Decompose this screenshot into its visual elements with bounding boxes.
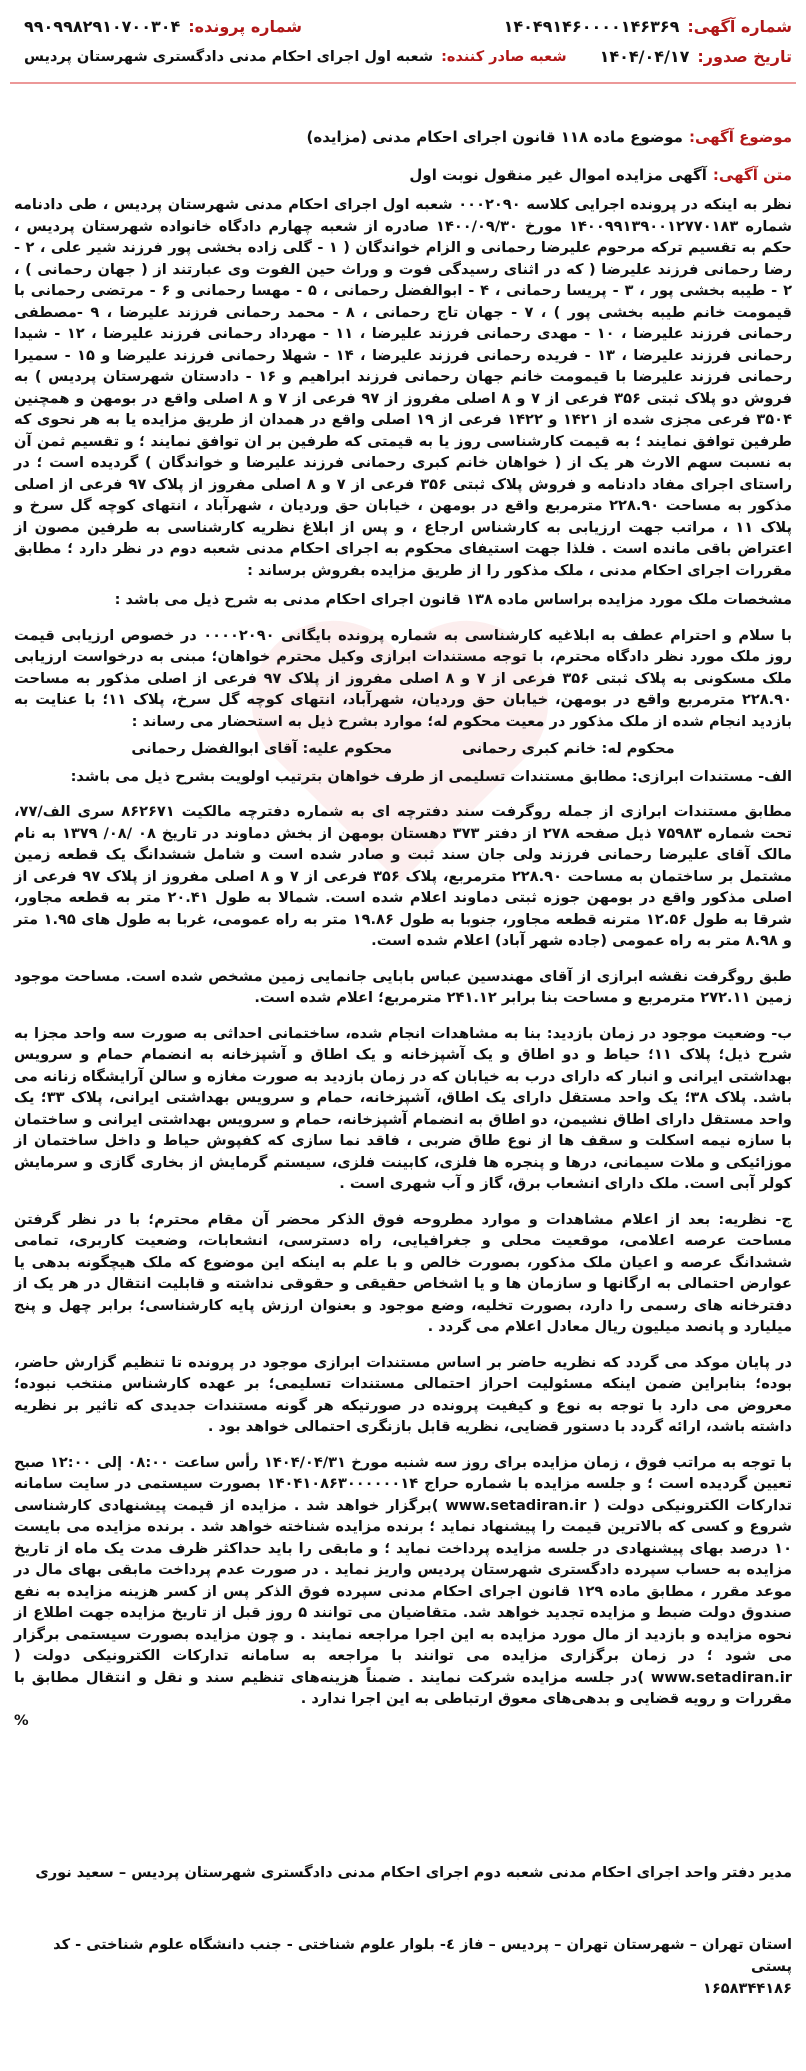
- ad-number: شماره آگهی:۱۴۰۴۹۱۴۶۰۰۰۰۱۴۶۳۶۹: [503, 17, 792, 36]
- header-divider: [10, 82, 796, 84]
- defendant: محکوم علیه: آقای ابوالفضل رحمانی: [131, 740, 393, 757]
- address: استان تهران – شهرستان تهران – پردیس – فاز ٤- بلوار علوم شناختی - جنب دانشگاه علوم شناختی - کد پستی: [53, 1936, 792, 1975]
- case-number: شماره پرونده:۹۹۰۹۹۸۲۹۱۰۷۰۰۳۰۴: [24, 17, 302, 36]
- issuing-branch: شعبه صادر کننده:شعبه اول اجرای احکام مدنی دادگستری شهرستان پردیس: [24, 49, 567, 65]
- percent-mark: %: [14, 1711, 29, 1729]
- documents-heading: الف- مستندات ابرازی: مطابق مستندات تسلیمی از طرف خواهان بترتیب اولویت بشرح ذیل می باشد:: [70, 767, 792, 785]
- signature: مدیر دفتر واحد اجرای احکام مدنی شعبه دوم اجرای احکام مدنی دادگستری شهرستان پردیس – سعید نوری: [35, 1864, 792, 1881]
- deed-paragraph: مطابق مستندات ابرازی از جمله روگرفت سند دفترچه ای به شماره دفترچه مالکیت ۸۶۲۶۷۱ سری الف/۷۷، تحت شماره ۷۵۹۸۳ ذیل صفحه ۲۷۸ از دفتر ۳۷۳ دهستان بومهن از بخش دماوند در تاریخ ۰۸ /۰۸/ ۱۳۷۹ به نام مالک آقای علیرضا رحمانی فرزند ولی جان سند ثبت و صادر شده است و شامل ششدانگ یک قطعه زمین مشتمل بر ساختمان به مساحت ۲۲۸.۹۰ مترمربع، پلاک ۳۵۶ فرعی از ۷ و ۸ اصلی مفروز از پلاک ۹۷ فرعی از اصلی مذکور واقع در بومهن جوزه ثبتی دماوند اعلام شده است. شمالا به طول ۲۰.۴۱ متر به قطعه مجاور، شرقا به طول ۱۲.۵۶ مترنه قطعه مجاور، جنوبا به طول ۱۹.۸۶ متر به راه عمومی، غربا به طول های ۱.۹۵ متر و ۸.۹۸ متر به راه عمومی (جاده شهر آباد) اعلام شده است.: [14, 803, 793, 949]
- plaintiff: محکوم له: خانم کبری رحمانی: [462, 740, 675, 757]
- postal-code: ۱۶۵۸۳۴۴۱۸۶: [702, 1980, 792, 1997]
- auction-terms-paragraph: با توجه به مراتب فوق ، زمان مزایده برای روز سه شنبه مورخ ۱۴۰۴/۰۴/۳۱ رأس ساعت ۰۸:۰۰ إلی ۱۲:۰۰ صبح تعیین گردیده است ؛ و جلسه مزایده با شماره حراج ۱۴۰۴۱۰۸۶۳۰۰۰۰۰۰۱۴ بصورت سیستمی در سایت سامانه تدارکات الکترونیکی دولت ( www.setadiran.ir )برگزار خواهد شد . مزایده از قیمت پیشنهادی کارشناسی شروع و کسی که بالاترین قیمت را پیشنهاد نماید ؛ برنده مزایده شناخته خواهد شد . برنده مزایده می بایست ۱۰ درصد بهای پیشنهادی در جلسه مزایده پرداخت نماید ؛ و مابقی را باید حداکثر ظرف مدت یک ماه از تاریخ مزایده به حساب سپرده دادگستری شهرستان پردیس واریز نماید . در صورت عدم پرداخت مابقی بهای مال در موعد مقرر ، مطابق ماده ۱۲۹ قانون اجرای احکام مدنی سپرده فوق الذکر پس از کسر هزینه مزایده به نفع صندوق دولت ضبط و مزایده تجدید خواهد شد. متقاضیان می توانند ۵ روز قبل از تاریخ مزایده جهت اطلاع از نحوه مزایده و بازدید از مال مورد مزایده به این اجرا مراجعه نمایند . و چون مزایده بصورت سیستمی برگزار می شود ؛ در زمان برگزاری مزایده می توانند با مراجعه به سامانه تدارکات الکترونیکی دولت ( www.setadiran.ir )در جلسه مزایده شرکت نمایند . ضمناً هزینه‌های تنظیم سند و نقل و انتقال مطابق با مقررات و رویه قضایی و بدهی‌های معوق ارتباطی به این اجرا ندارد .: [14, 1453, 792, 1707]
- current-status-paragraph: ب- وضعیت موجود در زمان بازدید: بنا به مشاهدات انجام شده، ساختمانی احداثی به صورت سه واحد مجزا به شرح ذیل؛ پلاک ۱۱؛ حیاط و دو اطاق و یک آشپزخانه و یک اطاق و آشپزخانه به انضمام حمام و سرویس بهداشتی ایرانی و انبار که دارای درب به خیابان که در زمان بازدید به صورت مغازه و سالن آرایشگاه زنانه می باشد. پلاک ۳۸؛ یک واحد مستقل دارای یک اطاق، آشپزخانه، حمام و سرویس بهداشتی ایرانی، پلاک ۳۳؛ یک واحد مستقل دارای اطاق نشیمن، دو اطاق به انضمام آشپزخانه، حمام و سرویس بهداشتی ایرانی و ساختمان با سازه نیمه اسکلت و سقف ها از نوع طاق ضربی ، فاقد نما سازی که کفپوش حیاط و داخل ساختمان از موزائیکی و ملات سیمانی، درها و پنجره ها فلزی، کابینت فلزی، سیستم گرمایش از بخاری گازی و سرمایش کولر آبی است. ملک دارای انشعاب برق، گاز و آب شهری است .: [14, 1024, 792, 1192]
- notice-heading: متن آگهی:آگهی مزایده اموال غیر منقول نوبت اول: [409, 166, 792, 184]
- address-block: [14, 1934, 792, 2000]
- property-specs-heading: مشخصات ملک مورد مزایده براساس ماده ۱۳۸ قانون اجرای احکام مدنی به شرح ذیل می باشد :: [114, 591, 792, 608]
- disclaimer-paragraph: در پایان موکد می گردد که نظریه حاضر بر اساس مستندات ابرازی موجود در پرونده تا تنظیم گزارش حاضر، بوده؛ بنابراین ضمن اینکه مسئولیت احراز احتمالی مستندات تسلیمی؛ بر عهده کارشناس منتخب نبوده؛ معروض می دارد با توجه به نوع و کیفیت پرونده در صورتیکه هر گونه مستندات جدیدی که تاثیر بر نظریه داشته باشد، ارائه گردد با دستور قضایی، نظریه قابل بازنگری احتمالی خواهد بود .: [14, 1353, 792, 1435]
- map-paragraph: طبق روگرفت نقشه ابرازی از آقای مهندسین عباس بابایی جانمایی زمین مشخص شده است. مساحت موجود زمین ۲۷۲.۱۱ مترمربع و مساحت بنا برابر ۲۴۱.۱۲ مترمربع؛ اعلام شده است.: [14, 967, 792, 1006]
- intro-paragraph: نظر به اینکه در پرونده اجرایی کلاسه ۰۰۰۲۰۹۰ شعبه اول اجرای احکام مدنی شهرستان پردیس ، طی دادنامه شماره ۱۴۰۰۹۹۱۳۹۰۰۱۲۷۷۰۱۸۳ مورخ ۱۴۰۰/۰۹/۳۰ صادره از شعبه چهارم دادگاه خانواده شهرستان پردیس ، حکم به تقسیم ترکه مرحوم علیرضا رحمانی و الزام خواندگان ( ۱ - گلی زاده بخشی پور فرزند شیر علی ، ۲ - رضا رحمانی فرزند علیرضا ( که در اثنای رسیدگی فوت و وراث حین الفوت وی عبارتند از ( جهان رحمانی ) ، ۲ - طیبه بخشی پور ، ۳ - پریسا رحمانی ، ۴ - ابوالفضل رحمانی ، ۵ - مهسا رحمانی و ۶ - مرتضی رحمانی با قیمومت خانم طیبه بخشی پور ) ، ۷ - جهان تاج رحمانی ، ۸ - محمد رحمانی فرزند علیرضا ، ۹ -مصطفی رحمانی فرزند علیرضا ، ۱۰ - مهدی رحمانی فرزند علیرضا ، ۱۱ - مهرداد رحمانی فرزند علیرضا ، ۱۲ - شیدا رحمانی فرزند علیرضا ، ۱۳ - فریده رحمانی فرزند علیرضا ، ۱۴ - شهلا رحمانی فرزند علیرضا و ۱۵ - سمیرا رحمانی فرزند علیرضا با قیمومت خانم جهان رحمانی فرزند ابراهیم و ۱۶ - دادستان شهرستان پردیس ) به فروش دو پلاک ثبتی ۳۵۶ فرعی از ۷ و ۸ اصلی مفروز از ۹۷ فرعی از ۷ و ۸ اصلی واقع در بومهن و همچنین ۳۵۰۴ فرعی مجزی شده از ۱۴۲۱ و ۱۴۲۲ فرعی از ۱۹ اصلی واقع در همدان از طریق مزایده یا به هر نحوی که طرفین توافق نمایند ؛ به قیمت کارشناسی روز یا به قیمتی که طرفین بر ان توافق نمایند ؛ و تقسیم ثمن آن به نسبت سهم الارث هر یک از ( خواهان خانم کبری رحمانی فرزند علیرضا و خواندگان ) گردیده است ؛ در راستای اجرای مفاد دادنامه و فروش پلاک ثبتی ۳۵۶ فرعی از ۷ و ۸ اصلی مفروز از پلاک ۹۷ فرعی از اصلی مذکور به مساحت ۲۲۸.۹۰ مترمربع واقع در بومهن ، خیابان حق وردیان ، شهرآباد ، انتهای کوچه گل سرخ و پلاک ۱۱ ، مراتب جهت ارزیابی به کارشناس ارجاع ، و پس از ابلاغ نظریه کارشناسی به طرفین مصون از اعتراض باقی مانده است . فلذا جهت استیفای محکوم به اجرای احکام مدنی شعبه دوم در نظر دارد ؛ مطابق مقررات اجرای احکام مدنی ، ملک مذکور را از طریق مزایده بفروش برساند :: [14, 196, 793, 579]
- notice-body: [14, 194, 792, 1731]
- expert-opinion-paragraph: ج- نظریه: بعد از اعلام مشاهدات و موارد مطروحه فوق الذکر محضر آن مقام محترم؛ با در نظر گرفتن مساحت عرصه اعلامی، موقعیت محلی و جغرافیایی، راه دسترسی، انشعابات، وضعیت کاربری، تمامی ششدانگ عرصه و اعیان ملک مذکور، بصورت خالص و با علم به اینکه این موضوع که ملک هیچگونه بدهی یا عوارض احتمالی به ارگانها و سازمان ها و یا اشخاص حقیقی و حقوقی نداشته و قابلیت انتقال در هر یک از دفترخانه های رسمی را دارد، بصورت تخلیه، وضع موجود و بعنوان ارزش پایه کارشناسی؛ برابر چهل و پنج میلیارد و پانصد میلیون ریال معادل اعلام می گردد .: [14, 1210, 792, 1335]
- parties-row: [14, 738, 792, 760]
- issue-date: تاریخ صدور:۱۴۰۴/۰۴/۱۷: [599, 47, 792, 66]
- subject-line: موضوع آگهی:موضوع ماده ۱۱۸ قانون اجرای احکام مدنی (مزایده): [306, 128, 792, 146]
- expert-opening-paragraph: با سلام و احترام عطف به ابلاغیه کارشناسی به شماره پرونده بایگانی ۰۰۰۰۲۰۹۰ در خصوص ارزیابی قیمت روز ملک مورد نظر دادگاه محترم، با توجه مستندات ابرازی وکیل محترم خواهان؛ مبنی به درخواست ارزیابی ملک مسکونی به پلاک ثبتی ۳۵۶ فرعی از ۷ و ۸ اصلی مفروز از پلاک ۹۷ فرعی از اصلی مذکور به مساحت ۲۲۸.۹۰ مترمربع واقع در بومهن، خیابان حق وردیان، شهرآباد، انتهای کوچه گل سرخ، پلاک ۱۱؛ با عنایت به بازدید انجام شده از ملک مذکور در معیت محکوم له؛ موارد بشرح ذیل به استحضار می رساند :: [14, 626, 793, 730]
